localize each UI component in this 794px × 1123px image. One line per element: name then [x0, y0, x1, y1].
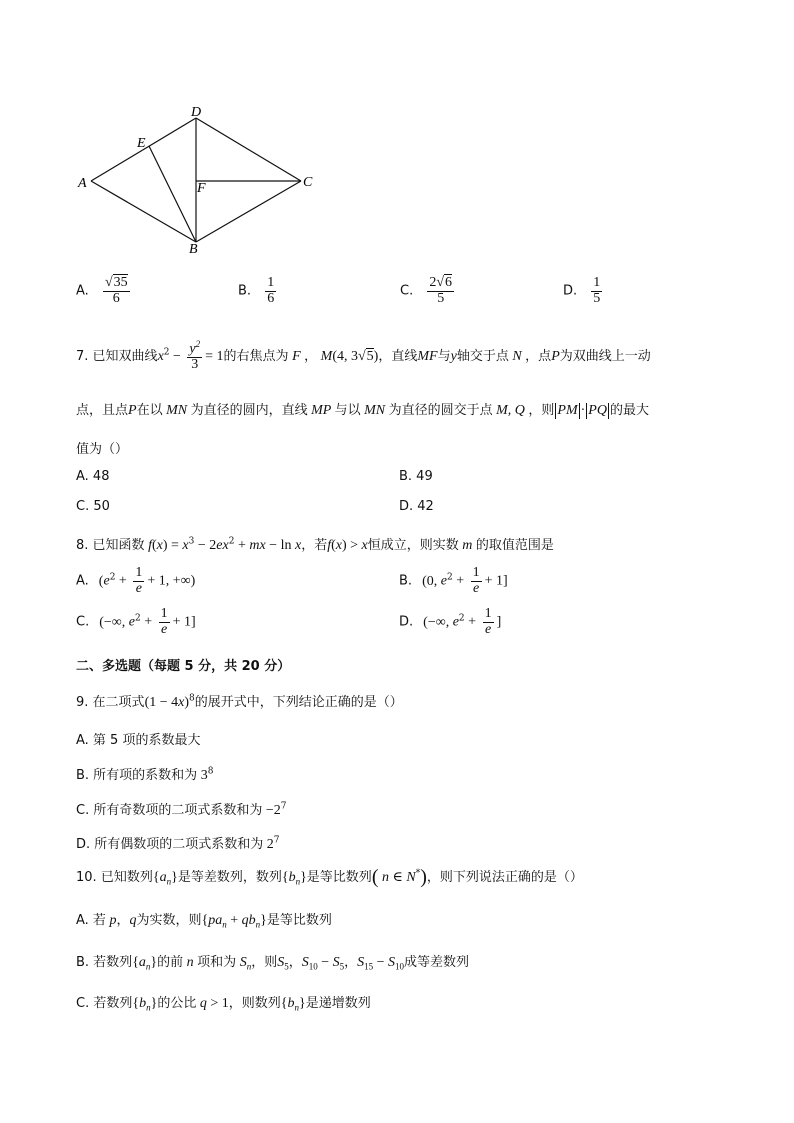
q9-option-b: B. 所有项的系数和为 $3^8$ — [76, 766, 214, 783]
label-D: D — [191, 105, 202, 120]
q8-option-c: C. (−∞, $e^2$ + $\frac{1}{e}$ + 1] — [76, 606, 196, 637]
q6-option-b: B. $\frac{1}{6}$ — [238, 275, 275, 306]
label-E: E — [137, 136, 146, 151]
q10-option-a: A. 若 p，q为实数，则$\{pa_n + qb_n\}$是等比数列 — [76, 913, 332, 930]
section-title: 二、多选题（每题 5 分，共 20 分） — [76, 659, 291, 674]
q7-line-3: 值为（） — [76, 442, 129, 457]
q10-stem: 10. 已知数列$\{a_n\}$是等差数列，数列$\{b_n\}$是等比数列( n ∈ N*)，则下列说法正确的是（） — [76, 866, 583, 888]
label-F: F — [197, 181, 206, 196]
q8-stem: 8. 已知函数 $f(x) = x^3 - 2ex^2$ + mx − ln x，若f(x) > x恒成立，则实数 m 的取值范围是 — [76, 536, 554, 553]
q10-option-b: B. 若数列$\{a_n\}$的前 n 项和为 $S_n$，则$S_5$，$S_{10} - S_5$，$S_{15} - S_{10}$成等差数列 — [76, 955, 470, 972]
q6-option-c: C. $\frac{2√6}{5}$ — [400, 275, 453, 306]
geometry-figure — [70, 100, 330, 260]
q10-option-c: C. 若数列$\{b_n\}$的公比 q > 1，则数列$\{b_n\}$是递增数列 — [76, 996, 371, 1013]
q8-option-a: A. ($e^2$ + $\frac{1}{e}$ + 1, +∞) — [76, 565, 196, 596]
q6-option-d: D. $\frac{1}{5}$ — [563, 275, 601, 306]
q7-line-1: 7. 已知双曲线$x^2$ − $\frac{y^2}{3}$ = 1的右焦点为 F ， M(4, 3√5)，直线MF与y轴交于点 N ，点P为双曲线上一动 — [76, 339, 651, 373]
q9-option-a: A. 第 5 项的系数最大 — [76, 733, 201, 748]
q7-line-2: 点，且点P在以 MN 为直径的圆内，直线 MP 与以 MN 为直径的圆交于点 M, Q ，则 PM · PQ 的最大 — [76, 403, 649, 418]
label-B: B — [189, 242, 198, 257]
q7-option-c: C. 50 — [76, 499, 110, 514]
q7-option-a: A. 48 — [76, 469, 110, 484]
q6-option-a: A. $\frac{√35}{6}$ — [76, 275, 128, 306]
q8-option-d: D. (−∞, $e^2$ + $\frac{1}{e}$ ] — [399, 606, 502, 637]
q9-option-c: C. 所有奇数项的二项式系数和为 $-2^7$ — [76, 801, 287, 818]
q7-option-b: B. 49 — [399, 469, 433, 484]
label-C: C — [303, 175, 313, 190]
label-A: A — [78, 176, 87, 191]
q9-stem: 9. 在二项式$(1 - 4x)^8$的展开式中，下列结论正确的是（） — [76, 693, 403, 710]
q8-option-b: B. (0, $e^2$ + $\frac{1}{e}$ + 1] — [399, 565, 508, 596]
q9-option-d: D. 所有偶数项的二项式系数和为 $2^7$ — [76, 835, 280, 852]
q7-option-d: D. 42 — [399, 499, 434, 514]
